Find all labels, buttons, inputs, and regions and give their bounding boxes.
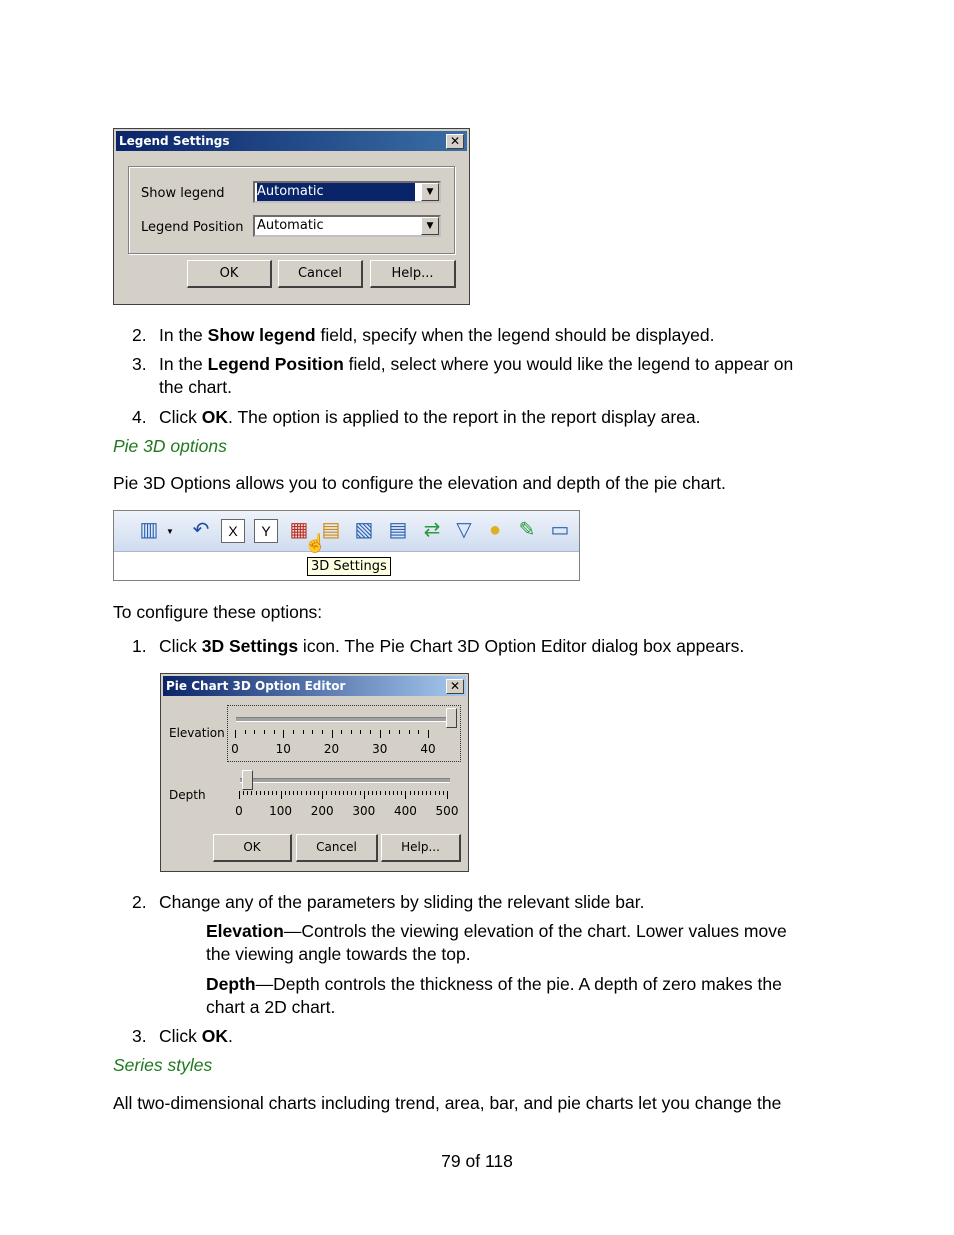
- pie3d-heading: Pie 3D options: [113, 436, 227, 456]
- series-style-icon[interactable]: ▧: [354, 519, 374, 541]
- slider-tick: [254, 730, 255, 734]
- step-number: 1.: [132, 636, 147, 656]
- slider-tick: [256, 791, 257, 795]
- elevation-tick-label: 10: [275, 742, 291, 756]
- slider-tick: [310, 791, 311, 795]
- ok-button[interactable]: OK: [187, 260, 272, 288]
- slider-tick: [285, 791, 286, 795]
- title-icon[interactable]: ▭: [550, 519, 570, 541]
- slider-tick: [322, 791, 323, 799]
- slider-tick: [264, 730, 265, 734]
- slider-tick: [422, 791, 423, 795]
- slider-tick: [264, 791, 265, 795]
- slider-tick: [360, 730, 361, 734]
- help-button[interactable]: Help...: [381, 834, 461, 862]
- bar-chart-icon[interactable]: ▥: [139, 519, 159, 541]
- slider-tick: [393, 791, 394, 795]
- slider-tick: [339, 791, 340, 795]
- close-icon[interactable]: ✕: [446, 134, 464, 149]
- slider-tick: [243, 791, 244, 795]
- slider-tick: [303, 730, 304, 734]
- step-text: In the Legend Position field, select where you would like the legend to appear on: [159, 354, 794, 374]
- slider-tick: [341, 730, 342, 734]
- slider-tick: [318, 791, 319, 795]
- slider-tick: [245, 730, 246, 734]
- slider-tick: [368, 791, 369, 795]
- legend-position-select[interactable]: Automatic ▼: [253, 215, 441, 237]
- slider-tick: [414, 791, 415, 795]
- page-footer: 79 of 118: [441, 1151, 513, 1171]
- slider-tick: [335, 791, 336, 795]
- chevron-down-icon[interactable]: ▼: [421, 183, 439, 201]
- close-icon[interactable]: ✕: [446, 679, 464, 694]
- depth-definition-cont: chart a 2D chart.: [206, 997, 336, 1017]
- slider-tick: [351, 791, 352, 795]
- pie3d-intro: Pie 3D Options allows you to configure the elevation and depth of the pie chart.: [113, 473, 726, 493]
- step-text: Click OK. The option is applied to the report in the report display area.: [159, 407, 701, 427]
- configure-intro: To configure these options:: [113, 602, 323, 622]
- elevation-definition-cont: the viewing angle towards the top.: [206, 944, 471, 964]
- cancel-button[interactable]: Cancel: [278, 260, 363, 288]
- depth-track: [240, 778, 450, 783]
- step-number: 2.: [132, 325, 147, 345]
- depth-tick-label: 200: [310, 804, 334, 818]
- filter-icon[interactable]: ▽: [456, 519, 472, 541]
- slider-tick: [289, 791, 290, 795]
- database-icon[interactable]: ●: [488, 519, 502, 541]
- slider-tick: [312, 730, 313, 734]
- x-axis-icon[interactable]: X: [221, 519, 245, 543]
- elevation-tick-label: 40: [420, 742, 436, 756]
- slider-tick: [401, 791, 402, 795]
- step-text: Change any of the parameters by sliding the relevant slide bar.: [159, 892, 645, 912]
- elevation-tick-label: 20: [323, 742, 340, 756]
- slider-tick: [397, 791, 398, 795]
- show-legend-select[interactable]: Automatic ▼: [253, 181, 441, 203]
- slider-tick: [355, 791, 356, 795]
- depth-tick-label: 100: [269, 804, 293, 818]
- depth-definition: Depth—Depth controls the thickness of the pie. A depth of zero makes the: [206, 974, 782, 994]
- slider-tick: [376, 791, 377, 795]
- step-number: 4.: [132, 407, 147, 427]
- slider-tick: [281, 791, 282, 799]
- slider-tick: [272, 791, 273, 795]
- slider-tick: [428, 730, 429, 738]
- legend-position-label: Legend Position: [141, 220, 244, 235]
- slider-tick: [372, 791, 373, 795]
- step-text-cont: the chart.: [159, 377, 232, 397]
- slider-tick: [370, 730, 371, 734]
- slider-tick: [251, 791, 252, 795]
- series-styles-text: All two-dimensional charts including trend, area, bar, and pie charts let you change the: [113, 1093, 782, 1113]
- depth-tick-label: 300: [352, 804, 376, 818]
- slider-tick: [418, 791, 419, 795]
- step-text: Click 3D Settings icon. The Pie Chart 3D Option Editor dialog box appears.: [159, 636, 745, 656]
- slider-tick: [364, 791, 365, 799]
- step-text: In the Show legend field, specify when the legend should be displayed.: [159, 325, 715, 345]
- slider-tick: [418, 730, 419, 734]
- slider-tick: [443, 791, 444, 795]
- edit-chart-icon[interactable]: ✎: [518, 519, 536, 541]
- slider-tick: [439, 791, 440, 795]
- chevron-down-icon[interactable]: ▼: [166, 527, 174, 536]
- slider-tick: [276, 791, 277, 795]
- toolbar-band: [114, 511, 579, 552]
- slider-tick: [430, 791, 431, 795]
- legend-settings-dialog: [113, 128, 470, 305]
- 3d-settings-icon[interactable]: ▦: [289, 519, 309, 541]
- y-axis-icon[interactable]: Y: [254, 519, 278, 543]
- series-styles-heading: Series styles: [113, 1055, 213, 1075]
- slider-tick: [293, 730, 294, 734]
- slider-tick: [343, 791, 344, 795]
- slider-tick: [426, 791, 427, 795]
- chart-options-icon[interactable]: ▤: [321, 519, 341, 541]
- slider-tick: [326, 791, 327, 795]
- slider-tick: [399, 730, 400, 734]
- depth-slider-thumb[interactable]: [242, 770, 253, 790]
- slider-tick: [274, 730, 275, 734]
- show-legend-label: Show legend: [141, 186, 225, 201]
- elevation-label: Elevation: [169, 726, 225, 740]
- slider-tick: [380, 730, 381, 738]
- dialog-title: Legend Settings: [116, 131, 467, 151]
- undo-icon[interactable]: ↶: [192, 519, 210, 541]
- slider-tick: [306, 791, 307, 795]
- slider-tick: [297, 791, 298, 795]
- slider-tick: [410, 791, 411, 795]
- slider-tick: [360, 791, 361, 795]
- depth-tick-label: 0: [235, 804, 243, 818]
- slider-tick: [268, 791, 269, 795]
- tooltip: 3D Settings: [307, 557, 391, 576]
- slider-tick: [247, 791, 248, 795]
- depth-label: Depth: [169, 788, 206, 802]
- slider-tick: [301, 791, 302, 795]
- slider-tick: [435, 791, 436, 795]
- depth-tick-label: 500: [435, 804, 459, 818]
- slider-tick: [331, 791, 332, 795]
- slider-tick: [332, 730, 333, 738]
- slider-tick: [389, 730, 390, 734]
- step-number: 3.: [132, 354, 147, 374]
- elevation-definition: Elevation—Controls the viewing elevation of the chart. Lower values move: [206, 921, 787, 941]
- elevation-track: [236, 717, 454, 722]
- elevation-tick-label: 30: [372, 742, 388, 756]
- cancel-button[interactable]: Cancel: [296, 834, 378, 862]
- slider-tick: [351, 730, 352, 734]
- chevron-down-icon[interactable]: ▼: [421, 217, 439, 235]
- slider-tick: [322, 730, 323, 734]
- ok-button[interactable]: OK: [213, 834, 292, 862]
- step-number: 2.: [132, 892, 147, 912]
- slider-tick: [239, 791, 240, 799]
- elevation-tick-label: 0: [231, 742, 239, 756]
- slider-tick: [283, 730, 284, 738]
- help-button[interactable]: Help...: [370, 260, 456, 288]
- legend-group: [128, 166, 455, 254]
- slider-tick: [409, 730, 410, 734]
- cursor-icon: ☝: [304, 533, 327, 553]
- refresh-icon[interactable]: ⇄: [423, 519, 441, 541]
- slider-tick: [380, 791, 381, 795]
- slider-tick: [405, 791, 406, 799]
- slider-tick: [347, 791, 348, 795]
- depth-tick-label: 400: [393, 804, 417, 818]
- slider-tick: [385, 791, 386, 795]
- slider-tick: [235, 730, 236, 738]
- step-text: Click OK.: [159, 1026, 233, 1046]
- pie-3d-editor-dialog: [160, 673, 469, 872]
- dialog-title: Pie Chart 3D Option Editor: [163, 676, 466, 696]
- legend-icon[interactable]: ▤: [388, 519, 408, 541]
- slider-tick: [389, 791, 390, 795]
- slider-tick: [447, 791, 448, 799]
- slider-tick: [293, 791, 294, 795]
- step-number: 3.: [132, 1026, 147, 1046]
- slider-tick: [260, 791, 261, 795]
- elevation-slider-thumb[interactable]: [446, 708, 457, 728]
- slider-tick: [314, 791, 315, 795]
